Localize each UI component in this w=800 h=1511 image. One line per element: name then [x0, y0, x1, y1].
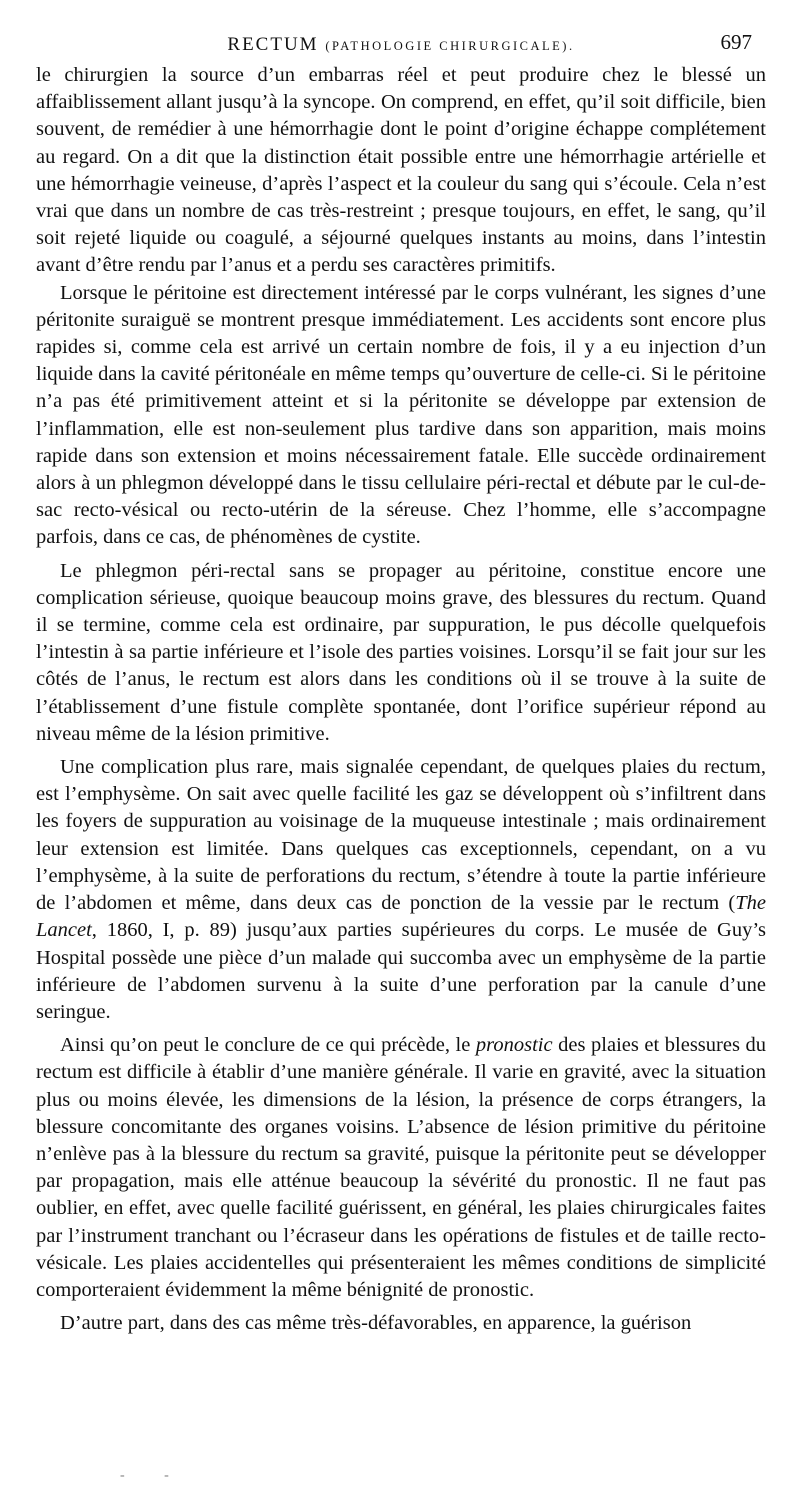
paragraph-4	[36, 754, 766, 1026]
paragraph-text: Ainsi qu’on peut le conclure de ce qui précède, le	[60, 1034, 476, 1057]
print-marks: - -	[120, 1468, 187, 1483]
page-header	[36, 28, 766, 62]
paragraph-6	[36, 1310, 766, 1337]
running-head	[36, 34, 766, 56]
paragraph-text: des plaies et blessures du rectum est difficile à établir d’une manière générale. Il varie en gravité, avec la situation plus ou moins élevée, les dimensions de la lésion, la présence de corps étrangers, la blessure concomitante des organes voisins. L’absence de lésion primitive du péritoine n’enlève pas à la blessure du rectum sa gravité, puisque la péritonite peut se développer par propagation, mais elle atténue beaucoup la sévérité du pronostic. Il ne faut pas oublier, en effet, avec quelle facilité guérissent, en général, les plaies chirurgicales faites par l’instrument tranchant ou l’écraseur dans les opérations de fistules et de taille recto-vésicale. Les plaies accidentelles qui présenteraient les mêmes conditions de simplicité comporteraient évidemment la même bénignité de pronostic.	[36, 1034, 766, 1301]
paragraph-text: le chirurgien la source d’un embarras réel et peut produire chez le blessé un affaiblissement allant jusqu’à la syncope. On comprend, en effet, qu’il soit difficile, bien souvent, de remédier à une hémorrhagie dont le point d’origine échappe complétement au regard. On a dit que la distinction était possible entre une hémorrhagie artérielle et une hémorrhagie veineuse, d’après l’aspect et la couleur du sang qui s’écoule. Cela n’est vrai que dans un nombre de cas très-restreint ; presque toujours, en effet, le sang, qu’il soit rejeté liquide ou coagulé, a séjourné quelques instants au moins, dans l’intestin avant d’être rendu par l’anus et a perdu ses caractères primitifs.	[36, 64, 766, 277]
journal-title: The Lancet	[36, 892, 766, 942]
paragraph-text: Une complication plus rare, mais signalée cependant, de quelques plaies du rectum, est l’emphysème. On sait avec quelle facilité les gaz se développent où s’infiltrent dans les foyers de suppuration au voisinage de la muqueuse intestinale ; mais ordinairement leur extension est limitée. Dans quelques cas exceptionnels, cependant, on a vu l’emphysème, à la suite de perforations du rectum, s’étendre à toute la partie inférieure de l’abdomen et même, dans deux cas de ponction de la vessie par le rectum (	[36, 756, 766, 915]
paragraph-3	[36, 558, 766, 748]
paragraph-text: D’autre part, dans des cas même très-défavorables, en apparence, la guérison	[60, 1312, 692, 1335]
paragraph-text: , 1860, I, p. 89) jusqu’aux parties supérieures du corps. Le musée de Guy’s Hospital possède une pièce d’un malade qui succomba avec un emphysème de la partie inférieure de l’abdomen survenu à la suite d’une perforation par la canule d’une seringue.	[36, 919, 766, 1023]
page-number: 697	[720, 30, 752, 54]
paragraph-1	[36, 62, 766, 280]
paragraph-2	[36, 280, 766, 552]
running-subtitle: (PATHOLOGIE CHIRURGICALE).	[325, 39, 575, 53]
body-text	[36, 62, 766, 1337]
running-title: RECTUM	[227, 34, 319, 55]
paragraph-text: Lorsque le péritoine est directement intéressé par le corps vulnérant, les signes d’une péritonite suraiguë se montrent presque immédiatement. Les accidents sont encore plus rapides si, comme cela est arrivé un certain nombre de fois, il y a eu injection d’un liquide dans la cavité péritonéale en même temps qu’ouverture de celle-ci. Si le péritoine n’a pas été primitivement atteint et si la péritonite se développe par extension de l’inflammation, elle est non-seulement plus tardive dans son apparition, mais moins rapide dans son extension et moins nécessairement fatale. Elle succède ordinairement alors à un phlegmon développé dans le tissu cellulaire péri-rectal et débute par le cul-de-sac recto-vésical ou recto-utérin de la séreuse. Chez l’homme, elle s’accompagne parfois, dans ce cas, de phénomènes de cystite.	[36, 281, 766, 549]
emphasized-term: pronostic	[475, 1034, 553, 1057]
paragraph-text: Le phlegmon péri-rectal sans se propager au péritoine, constitue encore une complication sérieuse, quoique beaucoup moins grave, des blessures du rectum. Quand il se termine, comme cela est ordinaire, par suppuration, le pus décolle quelquefois l’intestin à sa partie inférieure et l’isole des parties voisines. Lorsqu’il se fait jour sur les côtés de l’anus, le rectum est alors dans les conditions où il se trouve à la suite de l’établissement d’une fistule complète spontanée, dont l’orifice supérieur répond au niveau même de la lésion primitive.	[36, 559, 766, 745]
paragraph-5	[36, 1032, 766, 1304]
book-page	[36, 28, 766, 1337]
